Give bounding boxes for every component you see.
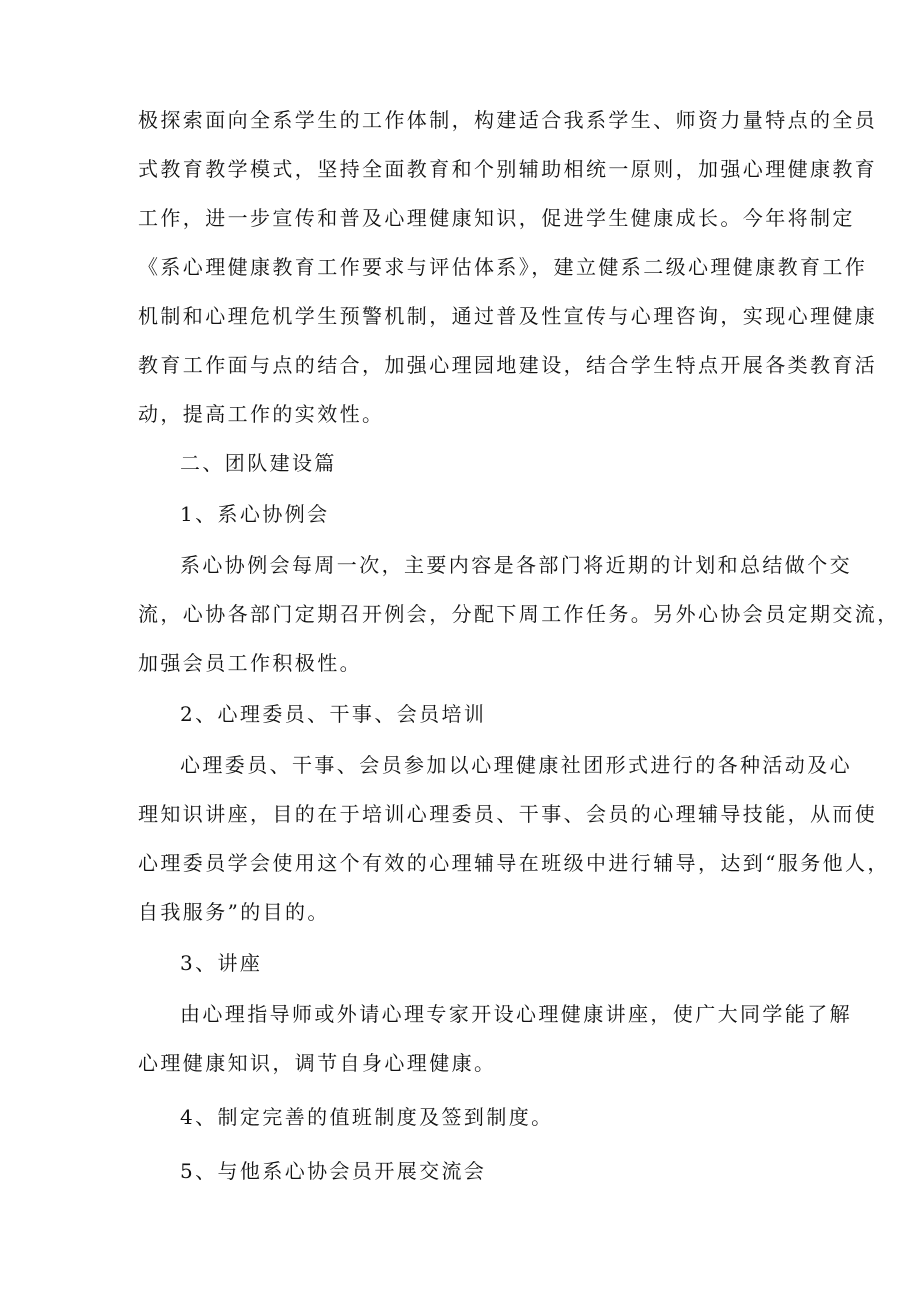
paragraph-line: 心理委员学会使用这个有效的心理辅导在班级中进行辅导，达到“服务他人， bbox=[138, 851, 890, 875]
paragraph-line: 加强会员工作积极性。 bbox=[138, 651, 362, 675]
paragraph-line: 理知识讲座，目的在于培训心理委员、干事、会员的心理辅导技能，从而使 bbox=[138, 802, 878, 826]
paragraph-line: 式教育教学模式，坚持全面教育和个别辅助相统一原则，加强心理健康教育 bbox=[138, 157, 878, 181]
paragraph-line: 动，提高工作的实效性。 bbox=[138, 402, 385, 426]
paragraph-line: 自我服务”的目的。 bbox=[138, 900, 330, 924]
paragraph-line: 由心理指导师或外请心理专家开设心理健康讲座，使广大同学能了解 bbox=[180, 1002, 852, 1026]
document-body bbox=[138, 108, 900, 1183]
paragraph-line: 心理委员、干事、会员参加以心理健康社团形式进行的各种活动及心 bbox=[180, 753, 852, 777]
paragraph-line: 《系心理健康教育工作要求与评估体系》，建立健系二级心理健康教育工作 bbox=[138, 255, 868, 279]
subsection-heading: 4、制定完善的值班制度及签到制度。 bbox=[180, 1105, 554, 1129]
paragraph-line: 机制和心理危机学生预警机制，通过普及性宣传与心理咨询，实现心理健康 bbox=[138, 304, 878, 328]
paragraph-line: 心理健康知识，调节自身心理健康。 bbox=[138, 1051, 497, 1075]
subsection-heading: 3、讲座 bbox=[180, 951, 263, 975]
subsection-heading: 5、与他系心协会员开展交流会 bbox=[180, 1159, 487, 1183]
paragraph-line: 极探索面向全系学生的工作体制，构建适合我系学生、师资力量特点的全员 bbox=[138, 108, 878, 132]
paragraph-line: 系心协例会每周一次，主要内容是各部门将近期的计划和总结做个交 bbox=[180, 553, 852, 577]
paragraph-line: 教育工作面与点的结合，加强心理园地建设，结合学生特点开展各类教育活 bbox=[138, 353, 878, 377]
subsection-heading: 1、系心协例会 bbox=[180, 502, 330, 526]
section-heading: 二、团队建设篇 bbox=[180, 451, 337, 475]
paragraph-line: 工作，进一步宣传和普及心理健康知识，促进学生健康成长。今年将制定 bbox=[138, 206, 855, 230]
subsection-heading: 2、心理委员、干事、会员培训 bbox=[180, 702, 487, 726]
paragraph-line: 流，心协各部门定期召开例会，分配下周工作任务。另外心协会员定期交流， bbox=[138, 602, 900, 626]
